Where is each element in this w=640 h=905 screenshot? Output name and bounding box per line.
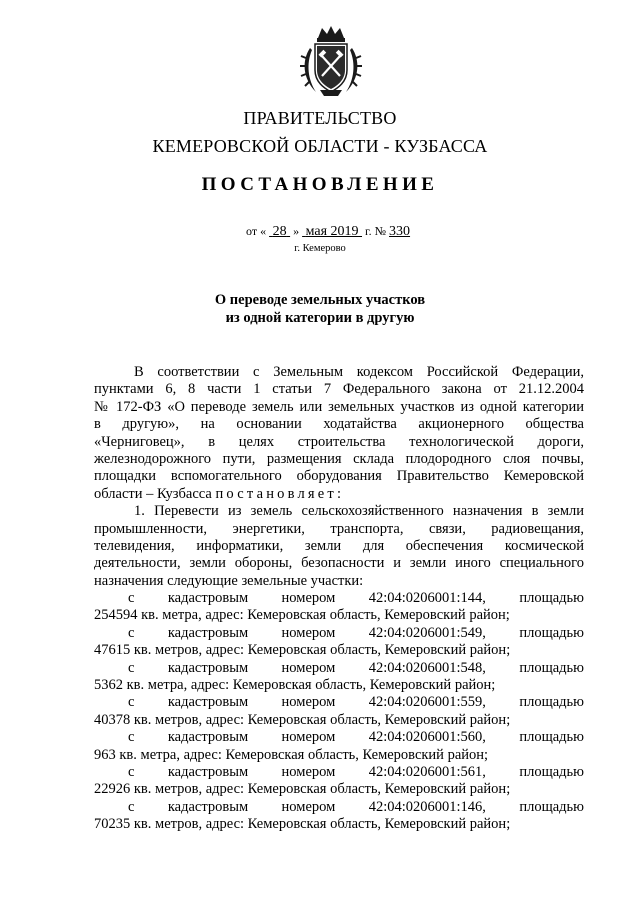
document-number: 330: [389, 224, 411, 239]
parcel-address-line: 47615 кв. метров, адрес: Кемеровская область, Кемеровский район;: [94, 642, 511, 659]
preamble-line: железнодорожного пути, размещения склада плодородного слоя почвы,: [94, 450, 584, 467]
parcel-address-line: 40378 кв. метров, адрес: Кемеровская область, Кемеровский район;: [94, 711, 511, 728]
parcel-line: с кадастровым номером 42:04:0206001:560, площадью: [128, 729, 584, 746]
preamble-line: пунктами 6, 8 части 1 статьи 7 Федерального закона от 21.12.2004: [94, 381, 584, 398]
date-mid: »: [293, 224, 300, 238]
document-body: [94, 364, 584, 834]
city-name: г. Кемерово: [294, 243, 346, 254]
parcel-line: с кадастровым номером 42:04:0206001:144, площадью: [128, 590, 584, 607]
parcel-address-line: 5362 кв. метра, адрес: Кемеровская область, Кемеровский район;: [94, 677, 496, 694]
parcel-address-line: 22926 кв. метров, адрес: Кемеровская область, Кемеровский район;: [94, 781, 511, 798]
parcel-line: с кадастровым номером 42:04:0206001:146, площадью: [128, 798, 584, 815]
date-day: 28: [272, 224, 287, 239]
parcel-address-line: 254594 кв. метра, адрес: Кемеровская область, Кемеровский район;: [94, 607, 510, 624]
clause-1-line: телевидения, информатики, земли для обеспечения космической: [94, 537, 584, 554]
parcel-address-line: 70235 кв. метров, адрес: Кемеровская область, Кемеровский район;: [94, 816, 511, 833]
date-number-line: [246, 224, 410, 240]
clause-1-line: промышленности, энергетики, транспорта, связи, радиовещания,: [94, 520, 584, 537]
preamble-line: «Черниговец», в целях строительства технологической дороги,: [94, 433, 584, 450]
government-name-line2: КЕМЕРОВСКОЙ ОБЛАСТИ - КУЗБАССА: [152, 136, 488, 156]
preamble-line: № 172-ФЗ «О переводе земель или земельных участков из одной категории: [94, 398, 584, 415]
number-label: №: [374, 224, 387, 238]
parcel-line: с кадастровым номером 42:04:0206001:561, площадью: [128, 763, 584, 780]
clause-1-line: 1. Перевести из земель сельскохозяйственного назначения в земли: [134, 503, 584, 520]
preamble-last-line: области – Кузбасса постановляет:: [94, 485, 345, 502]
preamble-line: площадки вспомогательного оборудования Правительство Кемеровской: [94, 468, 584, 485]
parcel-address-line: 963 кв. метра, адрес: Кемеровская область, Кемеровский район;: [94, 746, 489, 763]
document-title-line2: из одной категории в другую: [225, 310, 415, 326]
parcel-line: с кадастровым номером 42:04:0206001:559, площадью: [128, 694, 584, 711]
preamble-line: В соответствии с Земельным кодексом Российской Федерации,: [134, 364, 584, 380]
date-month-year: мая 2019: [305, 224, 359, 239]
document-title-line1: О переводе земельных участков: [214, 292, 426, 308]
government-name-line1: ПРАВИТЕЛЬСТВО: [243, 108, 397, 128]
date-year-suffix: г.: [365, 224, 372, 238]
clause-1-line: назначения следующие земельные участки:: [94, 572, 364, 589]
parcel-line: с кадастровым номером 42:04:0206001:549, площадью: [128, 624, 584, 641]
preamble-line: в другую», на основании ходатайства акционерного общества: [94, 416, 584, 433]
document-type-heading: ПОСТАНОВЛЕНИЕ: [201, 174, 439, 195]
coat-of-arms-emblem: [298, 24, 364, 98]
parcel-line: с кадастровым номером 42:04:0206001:548, площадью: [128, 659, 584, 676]
date-prefix: от «: [246, 224, 267, 238]
clause-1-line: деятельности, земли обороны, безопасности и земли иного специального: [94, 555, 584, 572]
